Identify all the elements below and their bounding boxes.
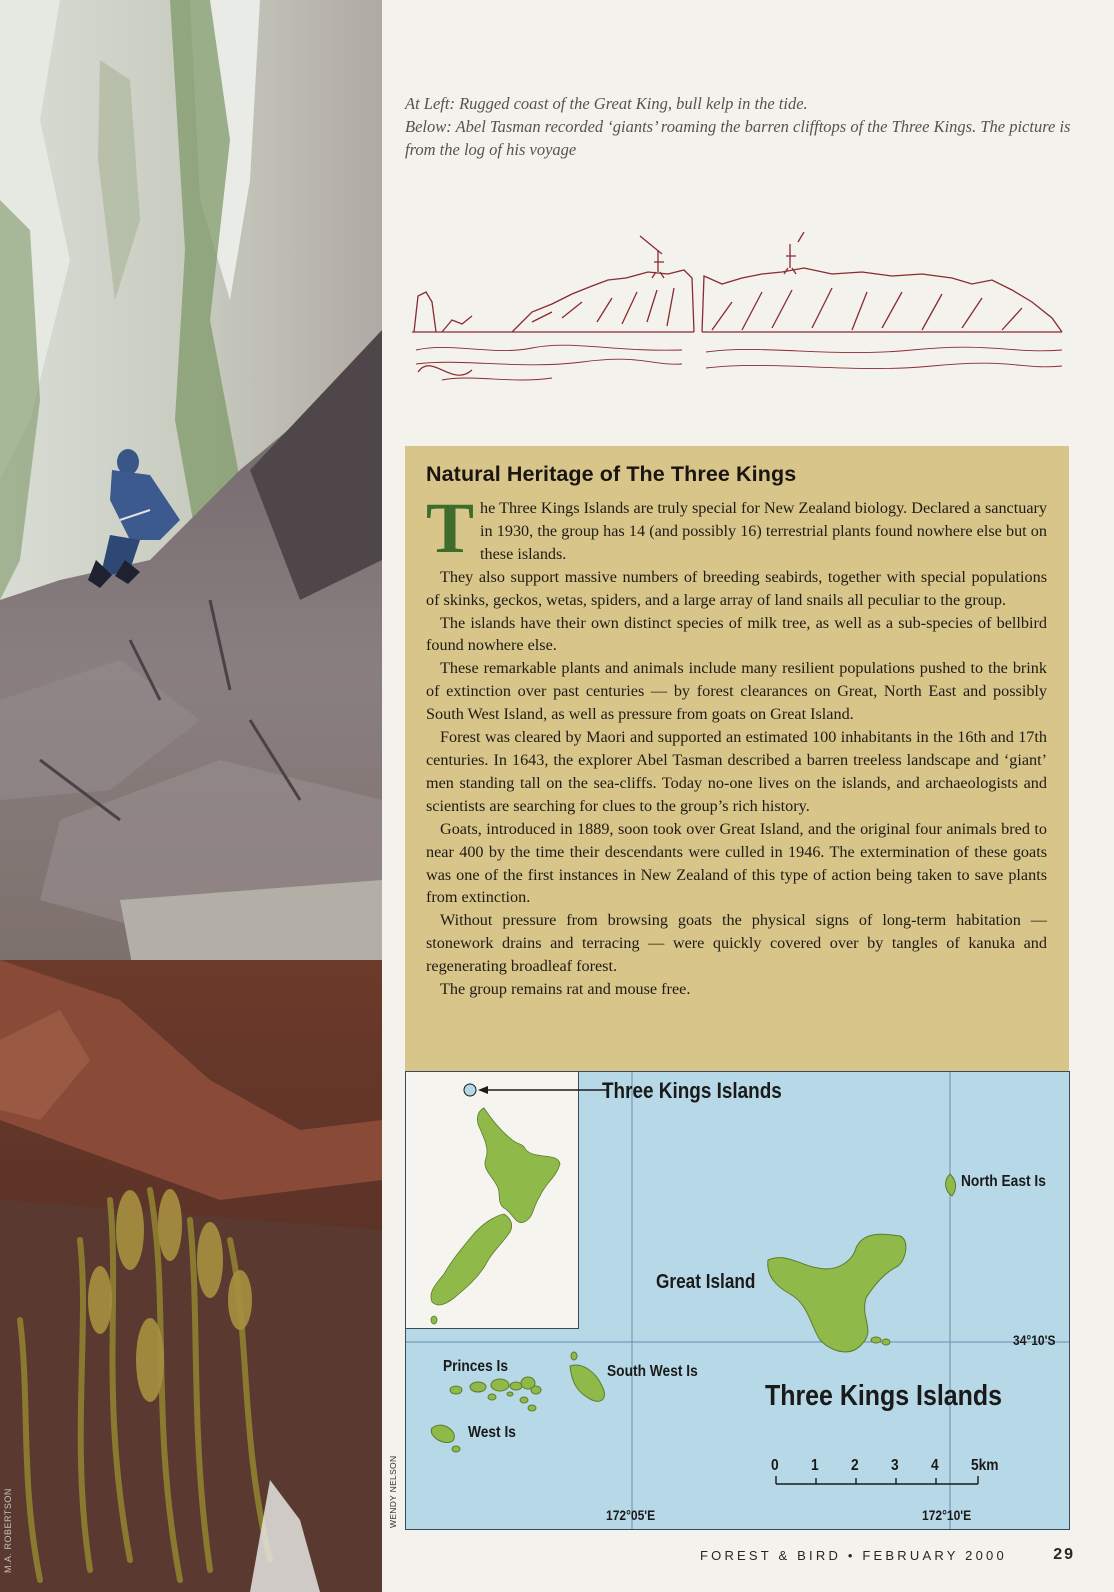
north-east-island-shape	[946, 1174, 956, 1196]
north-island-shape	[477, 1108, 560, 1223]
scale-label-2: 2	[851, 1457, 859, 1474]
three-kings-map	[405, 1071, 1070, 1530]
scale-label-5km: 5km	[971, 1457, 999, 1474]
scale-label-0: 0	[771, 1457, 779, 1474]
coast-photo-illustration	[0, 0, 382, 1592]
caption-at-left: At Left: Rugged coast of the Great King, bull kelp in the tide.	[405, 94, 808, 113]
new-zealand-inset	[406, 1072, 579, 1329]
heritage-paragraph-4: These remarkable plants and animals include many resilient populations pushed to the brink of extinction over past centuries — by forest clearances on Great, North East and possibly South West Island, as well as pressure from goats on Great Island.	[426, 659, 1047, 724]
label-longitude-left: 172°05'E	[606, 1507, 656, 1523]
three-kings-location-marker	[464, 1084, 476, 1096]
heritage-title: Natural Heritage of The Three Kings	[426, 462, 797, 486]
south-west-islet	[571, 1352, 577, 1360]
heritage-paragraph-1	[426, 488, 1047, 568]
label-latitude: 34°10'S	[1013, 1332, 1056, 1348]
natural-heritage-box	[405, 446, 1069, 1071]
map-credit	[384, 1440, 400, 1530]
princes-islands-shapes	[450, 1377, 541, 1411]
south-west-island-shape	[570, 1365, 604, 1401]
south-island-shape	[431, 1214, 512, 1305]
map-scale-bar	[776, 1476, 978, 1484]
heritage-paragraph-5: Forest was cleared by Maori and supported an estimated 100 inhabitants in the 16th and 17th centuries. In 1643, the explorer Abel Tasman described a barren treeless landscape and ‘giant’ men standing tall on the sea-cliffs. Today no-one lives on the islands, and archaeologists and scientists are searching for clues to the group’s rich history.	[426, 728, 1047, 815]
heritage-paragraph-3: The islands have their own distinct species of milk tree, as well as a sub-species of bellbird found nowhere else.	[426, 613, 1047, 655]
map-title: Three Kings Islands	[765, 1380, 1002, 1412]
scale-label-1: 1	[811, 1457, 819, 1474]
label-south-west-is: South West Is	[607, 1363, 698, 1380]
new-zealand-outline	[406, 1072, 579, 1329]
footer-magazine: FOREST & BIRD • FEBRUARY 2000	[700, 1548, 1007, 1563]
caption-below: Below: Abel Tasman recorded ‘giants’ roaming the barren clifftops of the Three Kings. The picture is from the log of his voyage	[405, 117, 1071, 159]
heritage-paragraph-2: They also support massive numbers of breeding seabirds, together with special populations of skinks, geckos, wetas, spiders, and a large array of land snails all peculiar to the group.	[426, 567, 1047, 609]
label-west-is: West Is	[468, 1424, 516, 1441]
scale-label-3: 3	[891, 1457, 899, 1474]
heritage-paragraph-8: The group remains rat and mouse free.	[440, 980, 691, 999]
inset-label: Three Kings Islands	[602, 1078, 782, 1103]
great-island-shape	[768, 1234, 906, 1352]
great-island-islet	[871, 1337, 881, 1343]
west-island-islet	[452, 1446, 460, 1452]
label-great-island: Great Island	[656, 1271, 756, 1293]
label-north-east-is: North East Is	[961, 1173, 1046, 1190]
page-footer	[700, 1548, 1075, 1568]
coast-photo	[0, 0, 382, 1592]
tasman-sketch-illustration	[412, 232, 1068, 408]
page-number: 29	[1053, 1546, 1075, 1563]
photo-credit	[0, 1450, 14, 1580]
heritage-paragraph-1-text: he Three Kings Islands are truly special for New Zealand biology. Declared a sanctuary in 1930, the group has 14 (and possibly 16) terrestrial plants found nowhere else but on these islands.	[480, 499, 1047, 563]
map-credit-text: WENDY NELSON	[388, 1455, 398, 1528]
label-longitude-right: 172°10'E	[922, 1507, 972, 1523]
photo-credit-text: M.A. ROBERTSON	[3, 1488, 13, 1573]
drop-cap: T	[426, 488, 475, 568]
photo-captions	[405, 92, 1073, 161]
great-island-islet	[882, 1339, 890, 1345]
scale-label-4: 4	[931, 1457, 939, 1474]
heritage-body	[426, 488, 1047, 1001]
heritage-paragraph-6: Goats, introduced in 1889, soon took over Great Island, and the original four animals bred to near 400 by the time their descendants were culled in 1946. The extermination of these goats was one of the first instances in New Zealand of this type of action being taken to save plants from extinction.	[426, 819, 1047, 907]
tasman-log-drawing	[412, 232, 1068, 408]
pointer-arrowhead	[478, 1086, 488, 1094]
stewart-island-shape	[431, 1316, 437, 1324]
heritage-paragraph-7: Without pressure from browsing goats the physical signs of long-term habitation — stonework drains and terracing — were quickly covered over by tangles of kanuka and regenerating broadleaf forest.	[426, 911, 1047, 976]
west-island-shape	[431, 1425, 454, 1442]
label-princes-is: Princes Is	[443, 1358, 509, 1375]
